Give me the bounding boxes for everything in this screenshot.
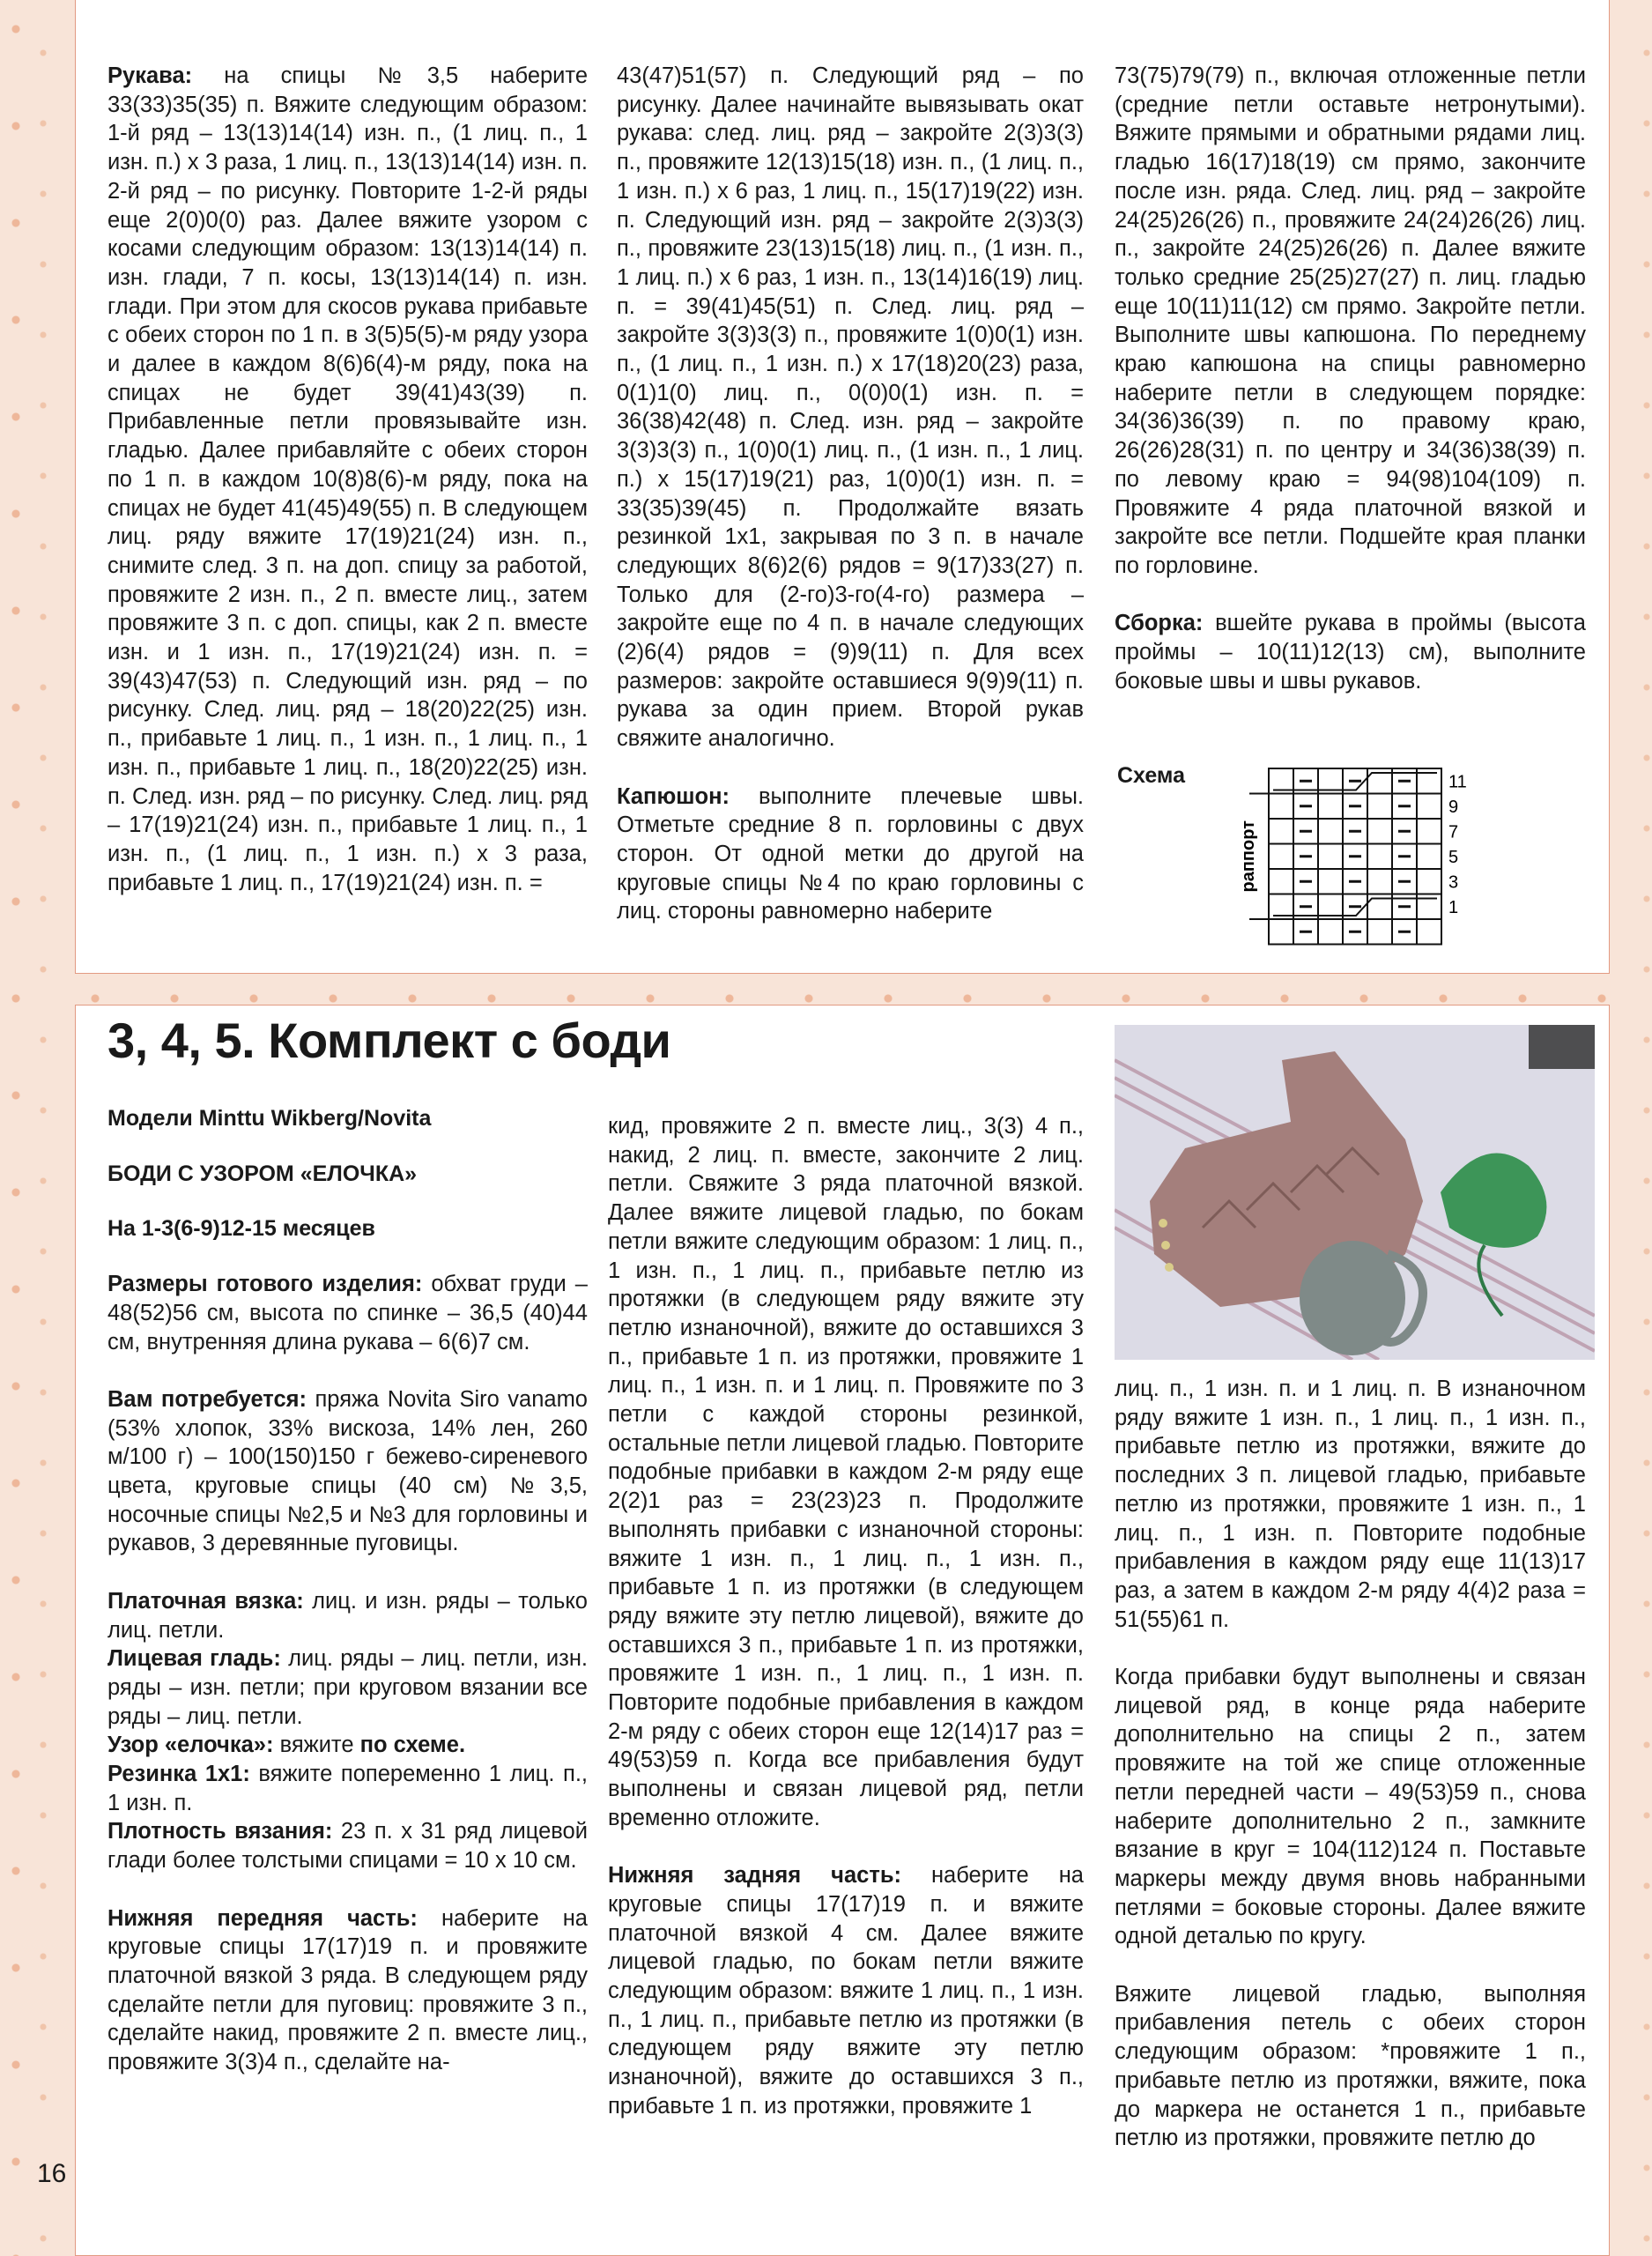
age-range: На 1-3(6-9)12-15 месяцев xyxy=(107,1216,375,1242)
pattern-tail: по схеме. xyxy=(359,1733,466,1758)
section-title: 3, 4, 5. Комплект с боди xyxy=(107,1013,671,1068)
chart-cell xyxy=(1318,819,1343,844)
designer-credit: Модели Minttu Wikberg/Novita xyxy=(107,1106,432,1131)
join-paragraph xyxy=(1115,1663,1586,1951)
chart-cell xyxy=(1318,919,1343,945)
row-number: 7 xyxy=(1448,822,1459,842)
materials-paragraph xyxy=(107,1385,588,1558)
join-text: Когда прибавки будут выполнены и связан лицевой ряд, в конце ряда наберите дополнительно на спицы 2 п., затем провяжите на той же спице отложенные петли передней части – 49(53)59 п., снова наберите дополнительно 2 п., замкните вязание в круг = 104(112)124 п. Поставьте маркеры между двумя вновь набранными петлями = боковые стороны. Далее вяжите одной деталью по кругу. xyxy=(1115,1665,1586,1949)
garter-text: лиц. и изн. ряды – только лиц. петли. xyxy=(107,1588,588,1643)
back-cont-paragraph xyxy=(1115,1375,1586,1634)
chart-cell xyxy=(1417,919,1441,945)
hood-cont-paragraph xyxy=(1115,62,1586,581)
row-number: 11 xyxy=(1448,772,1467,792)
garter-lead: Платочная вязка: xyxy=(107,1588,304,1614)
chart-cell xyxy=(1269,919,1293,945)
chart-cell xyxy=(1417,794,1441,820)
assembly-paragraph xyxy=(1115,609,1586,695)
hood-text: выполните плечевые швы. Отметьте средние 8 п. горловины с двух сторон. От одной метки до другой на круговые спицы №4 по краю горловины с лиц. стороны равномерно наберите xyxy=(617,783,1084,924)
pattern-text: вяжите xyxy=(279,1733,354,1758)
rib-text: вяжите попеременно 1 лиц. п., 1 изн. п. xyxy=(107,1762,588,1815)
sleeves-lead: Рукава: xyxy=(107,63,193,88)
chart-cell xyxy=(1417,869,1441,894)
rapport-label: раппорт xyxy=(1239,820,1258,893)
top-column-3 xyxy=(1115,62,1586,724)
knitting-chart xyxy=(1229,758,1493,952)
lower-front-cont-text: кид, провяжите 2 п. вместе лиц., 3(3) 4 п., накид, 2 лиц. п. вместе, закончите 2 лиц. петли. Свяжите 3 ряда платочной вязкой. Далее вяжите лицевой гладью, по бокам петли вяжите следующим образом: 1 лиц. п., 1 изн. п., 1 лиц. п., прибавьте петлю из протяжки (в следующем ряду вяжите эту петлю изнаночной), вяжите до оставшихся 3 п., прибавьте 1 п. из протяжки, провяжите 1 лиц. п., 1 изн. п. и 1 лиц. п. Провяжите по 3 петли с каждой стороны резинкой, остальные петли лицевой гладью. Повторите подобные прибавки в каждом 2-м ряду еще 2(2)1 раз = 23(23)23 п. Продолжите выполнять прибавки с изнаночной стороны: вяжите 1 изн. п., 1 лиц. п., 1 изн. п., прибавьте 1 п. из протяжки (в следующем ряду вяжите эту петлю лицевой), вяжите до оставшихся 3 п., прибавьте 1 п. из протяжки, провяжите 1 изн. п., 1 лиц. п., 1 изн. п. Повторите подобные прибавления в каждом 2-м ряду с обеих сторон еще 12(14)17 раз = 49(53)59 п. Когда все прибавления будут выполнены и связан лицевой ряд, петли временно отложите. xyxy=(608,1114,1084,1830)
gauge-paragraph xyxy=(107,1817,588,1874)
lower-front-lead: Нижняя передняя часть: xyxy=(107,1905,418,1931)
bottom-column-2 xyxy=(608,1112,1084,2149)
row-number: 5 xyxy=(1448,847,1459,867)
chart-cell xyxy=(1367,869,1392,894)
pattern-paragraph xyxy=(107,1731,588,1760)
gauge-text: 23 п. х 31 ряд лицевой глади более толстыми спицами = 10 х 10 см. xyxy=(107,1819,588,1874)
lower-back-lead: Нижняя задняя часть: xyxy=(608,1863,901,1889)
bottom-column-3 xyxy=(1115,1375,1586,2182)
chart-cell xyxy=(1318,794,1343,820)
lower-back-text: наберите на круговые спицы 17(17)19 п. и вяжите платочной вязкой 4 см. Далее вяжите лицевой гладью, по бокам петли вяжите следующим образом: вяжите 1 лиц. п., 1 изн. п., 1 лиц. п., прибавьте петлю из протяжки (в следующем ряду вяжите эту петлю изнаночной), вяжите до оставшихся 3 п., прибавьте 1 п. из протяжки, провяжите 1 xyxy=(608,1863,1084,2119)
bottom-column-1 xyxy=(107,1104,588,2105)
product-photo xyxy=(1115,1025,1595,1360)
chart-cell xyxy=(1269,794,1293,820)
schema-label: Схема xyxy=(1117,763,1185,788)
lower-front-text: наберите на круговые спицы 17(17)19 п. и провяжите платочной вязкой 3 ряда. В следующем ряду сделайте петли для пуговиц: провяжите 3 п., сделайте накид, провяжите 2 п. вместе лиц., провяжите 3(3)4 п., сделайте на- xyxy=(107,1905,588,2075)
chart-cell xyxy=(1367,919,1392,945)
row-number: 3 xyxy=(1448,872,1459,893)
materials-text: пряжа Novita Siro vanamo (53% хлопок, 33% вискоза, 14% лен, 260 м/100 г) – 100(150)150 г бежево-сиреневого цвета, круговые спицы (40 см) №3,5, носочные спицы №2,5 и №3 для горловины и рукавов, 3 деревянные пуговицы. xyxy=(107,1386,588,1556)
lower-front-cont-paragraph xyxy=(608,1112,1084,1833)
lower-back-paragraph xyxy=(608,1861,1084,2120)
assembly-lead: Сборка: xyxy=(1115,611,1204,636)
hood-lead: Капюшон: xyxy=(617,783,730,809)
chart-cell xyxy=(1417,844,1441,870)
increase-text: Вяжите лицевой гладью, выполняя прибавления петель с обеих сторон следующим образом: *провяжите 1 п., прибавьте петлю из протяжки, вяжите, пока до маркера не останется 1 п., прибавьте петлю из протяжки, провяжите петлю до xyxy=(1115,1981,1586,2151)
sizes-lead: Размеры готового изделия: xyxy=(107,1272,423,1297)
stockinette-text: лиц. ряды – лиц. петли, изн. ряды – изн. петли; при круговом вязании все ряды – лиц. петли. xyxy=(107,1646,588,1729)
top-column-2 xyxy=(617,62,1084,955)
materials-lead: Вам потребуется: xyxy=(107,1386,307,1412)
gauge-lead: Плотность вязания: xyxy=(107,1819,333,1844)
chart-cell xyxy=(1269,819,1293,844)
rib-lead: Резинка 1х1: xyxy=(107,1762,250,1787)
lower-front-paragraph xyxy=(107,1904,588,2077)
item-title: БОДИ С УЗОРОМ «ЕЛОЧКА» xyxy=(107,1161,418,1186)
row-number: 1 xyxy=(1448,897,1459,917)
chart-cell xyxy=(1269,869,1293,894)
back-cont-text: лиц. п., 1 изн. п. и 1 лиц. п. В изнаночном ряду вяжите 1 изн. п., 1 лиц. п., 1 изн. п., прибавьте петлю из протяжки, вяжите до последних 3 п. лицевой гладью, прибавьте петлю из протяжки, провяжите 1 изн. п., 1 лиц. п., 1 изн. п. Повторите подобные прибавления в каждом ряду еще 11(13)17 раз, а затем в каждом 2-м ряду 4(4)2 раза = 51(55)61 п. xyxy=(1115,1377,1586,1632)
row-number: 9 xyxy=(1448,797,1459,817)
chart-cell xyxy=(1417,819,1441,844)
pattern-lead: Узор «елочка»: xyxy=(107,1733,274,1758)
rib-paragraph xyxy=(107,1760,588,1817)
hood-cont-text: 73(75)79(79) п., включая отложенные петли (средние петли оставьте нетронутыми). Вяжите прямыми и обратными рядами лиц. гладью 16(17)18(19) см прямо, закончите после изн. ряда. След. лиц. ряд – закройте 24(25)26(26) п., провяжите 24(24)26(26) лиц. п., закройте 24(25)26(26) п. Далее вяжите только средние 25(25)27(27) п. лиц. гладью еще 10(11)11(12) см прямо. Закройте петли. Выполните швы капюшона. По переднему краю капюшона на спицы равномерно наберите петли в следующем порядке: 34(36)36(39) п. по правому краю, 26(26)28(31) п. по центру и 34(36)38(39) п. по левому краю = 94(98)104(109) п. Провяжите 4 ряда платочной вязкой и закройте все петли. Подшейте края планки по горловине. xyxy=(1115,63,1586,578)
page-number: 16 xyxy=(37,2159,67,2188)
top-column-1 xyxy=(107,62,588,926)
sizes-paragraph xyxy=(107,1270,588,1356)
chart-cell xyxy=(1318,869,1343,894)
assembly-text: вшейте рукава в проймы (высота проймы – 10(11)12(13) см), выполните боковые швы и швы рукавов. xyxy=(1115,611,1586,694)
increase-paragraph xyxy=(1115,1980,1586,2153)
stockinette-paragraph xyxy=(107,1644,588,1731)
sleeve-cap-paragraph xyxy=(617,62,1084,753)
sizes-text: обхват груди – 48(52)56 см, высота по спинке – 36,5 (40)44 см, внутренняя длина рукава – 6(6)7 см. xyxy=(107,1272,588,1354)
garter-paragraph xyxy=(107,1587,588,1644)
sleeves-paragraph xyxy=(107,62,588,897)
sleeve-cap-text: 43(47)51(57) п. Следующий ряд – по рисунку. Далее начинайте вывязывать окат рукава: след. лиц. ряд – закройте 2(3)3(3) п., провяжите 12(13)15(18) изн. п., (1 лиц. п., 1 изн. п.) х 6 раз, 1 лиц. п., 15(17)19(22) изн. п. Следующий изн. ряд – закройте 2(3)3(3) п., провяжите 23(13)15(18) лиц. п., (1 изн. п., 1 лиц. п.) х 6 раз, 1 изн. п., 13(14)16(19) лиц. п. = 39(41)45(51) п. След. лиц. ряд – закройте 3(3)3(3) п., провяжите 1(0)0(1) изн. п., (1 лиц. п., 1 изн. п.) х 17(18)20(23) раза, 0(1)1(0) лиц. п., 0(0)0(1) изн. п. = 36(38)42(48) п. След. изн. ряд – закройте 3(3)3(3) п., 1(0)0(1) лиц. п., (1 изн. п., 1 лиц. п.) х 15(17)19(21) раз, 1(0)0(1) изн. п. = 33(35)39(45) п. Продолжайте вязать резинкой 1х1, закрывая по 3 п. в начале следующих 8(6)2(6) рядов = 9(17)33(27) п. Только для (2-го)3-го(4-го) размера – закройте еще по 4 п. в начале следующих (2)6(4) рядов = (9)9(11) п. Для всех размеров: закройте оставшиеся 9(9)9(11) п. рукава за один прием. Второй рукав свяжите аналогично. xyxy=(617,63,1084,752)
chart-cell xyxy=(1367,819,1392,844)
chart-cell xyxy=(1269,844,1293,870)
stockinette-lead: Лицевая гладь: xyxy=(107,1646,281,1672)
chart-cell xyxy=(1367,844,1392,870)
hood-paragraph xyxy=(617,783,1084,927)
sleeves-text: на спицы №3,5 наберите 33(33)35(35) п. Вяжите следующим образом: 1-й ряд – 13(13)14(14) изн. п., (1 лиц. п., 1 изн. п.) х 3 раза, 1 лиц. п., 13(13)14(14) изн. п. 2-й ряд – по рисунку. Повторите 1-2-й ряды еще 2(0)0(0) раз. Далее вяжите узором с косами следующим образом: 13(13)14(14) п. изн. глади, 7 п. косы, 13(13)14(14) п. изн. глади. При этом для скосов рукава прибавьте с обеих сторон по 1 п. в 3(5)5(5)-м ряду узора и далее в каждом 8(6)6(4)-м ряду, пока на спицах не будет 39(41)43(39) п. Прибавленные петли провязывайте изн. гладью. Далее прибавляйте с обеих сторон по 1 п. в каждом 10(8)8(6)-м ряду, пока на спицах не будет 41(45)49(55) п. В следующем лиц. ряду вяжите 17(19)21(24) изн. п., снимите след. 3 п. на доп. спицу за работой, провяжите 2 изн. п., 2 п. вместе лиц., затем провяжите 3 п. с доп. спицы, как 2 п. вместе изн. и 1 изн. п., 17(19)21(24) изн. п. = 39(43)47(53) п. Следующий изн. ряд – по рисунку. След. лиц. ряд – 18(20)22(25) изн. п., прибавьте 1 лиц. п., 1 изн. п., 1 лиц. п., 1 изн. п., прибавьте 1 лиц. п., 18(20)22(25) изн. п. След. изн. ряд – по рисунку. След. лиц. ряд – 17(19)21(24) изн. п., прибавьте 1 лиц. п., 1 изн. п., (1 лиц. п., 1 изн. п.) х 3 раза, прибавьте 1 лиц. п., 17(19)21(24) изн. п. = xyxy=(107,63,588,895)
chart-cell xyxy=(1318,844,1343,870)
chart-cell xyxy=(1367,794,1392,820)
